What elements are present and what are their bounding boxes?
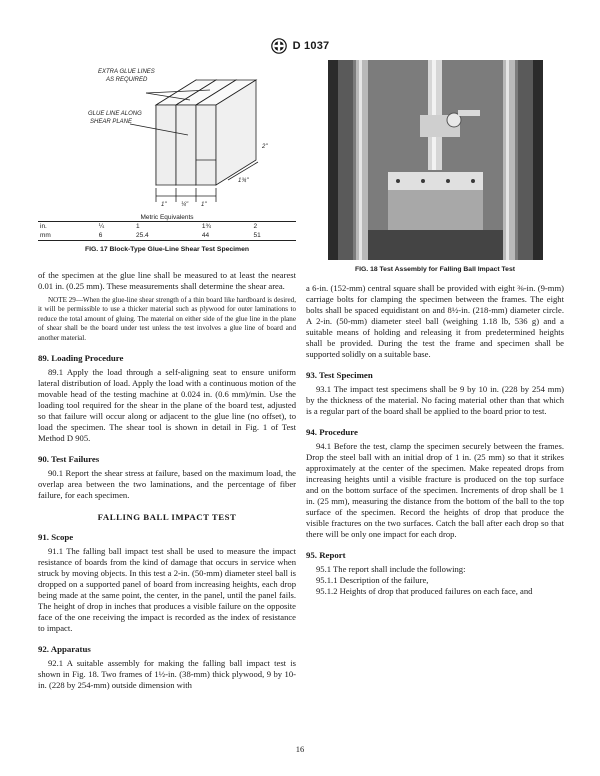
dimension-1in-label: 1" <box>161 202 167 208</box>
table-row <box>38 222 296 232</box>
figure-18-caption: FIG. 18 Test Assembly for Falling Ball Impact Test <box>354 266 516 273</box>
section-heading-92: 92. Apparatus <box>38 644 91 655</box>
glue-line-label: GLUE LINE ALONG <box>88 111 142 117</box>
section-heading-95: 95. Report <box>306 550 346 560</box>
paragraph-94-1: 94.1 Before the test, clamp the specimen securely between the frames. Drop the steel ball with an initial drop of 1 in. (25 mm) so that it strikes approximately at the center of the specimen. Make repeated drops from increasing heights until a visible fracture is produced on the top surface and on the bottom surface of the specimen. Increments of drop shall be 1 in. (25 mm), measuring the distance from the bottom of the ball to the top surface of the specimen. Record the heights of drop that produce the visible fractures on the two surfaces. Catch the ball after each drop so that there will be only one impact for each drop. <box>306 441 564 539</box>
figure-18-photo <box>328 60 543 260</box>
paragraph-93-1: 93.1 The impact test specimens shall be 9 by 10 in. (228 by 254 mm) by the thickness of the material. No facing material other than that which is a regular part of the board shall be applied to the board prior to test. <box>306 384 564 416</box>
section-heading-91: 91. Scope <box>38 532 74 543</box>
figure-17-drawing <box>38 60 296 270</box>
table-cell: 1¾ <box>200 222 252 232</box>
table-cell: 25.4 <box>134 231 200 241</box>
header <box>0 38 600 54</box>
paragraph-95-1: 95.1 The report shall include the following: <box>316 564 466 574</box>
paragraph-92-1: 92.1 A suitable assembly for making the falling ball impact test is shown in Fig. 18. Two frames of 1½-in. (38-mm) thick plywood, 9 by 10-in. (228 by 254-mm) outside dimension with <box>38 658 296 691</box>
document-designation: D 1037 <box>292 40 330 52</box>
dimension-1in-b-label: 1" <box>201 202 207 208</box>
dimension-quarter-in-label: ¼" <box>181 202 189 208</box>
paragraph-91-1: 91.1 The falling ball impact test shall be used to measure the impact resistance of boards from the kind of damage that occurs in service when struck by moving objects. In this test a 2-in. (50-mm) diameter steel ball is dropped on a supported panel of board from increasing heights, each drop being made at the same point, the center, in the panel, until the panel fails. The height of drop in inches that produces a visible failure on the opposite face of the one receiving the impact is recorded as the index of resistance to impact. <box>38 546 296 634</box>
paragraph-89-1: 89.1 Apply the load through a self-aligning seat to ensure uniform lateral distribution of load. Apply the load with a continuous motion of the movable head of the testing machine at 0.024 in. (0.6 mm)/min. Use the loading tool required for the shear in the plane of the board test, adjusted so that failure will occur along or adjacent to the glue line (no offset), to load the specimen. The shear tool is shown in detail in Fig. 1 of Test Method D 905. <box>38 367 296 444</box>
impact-test-assembly-photo <box>328 60 543 260</box>
table-cell: 44 <box>200 231 252 241</box>
table-cell: 51 <box>252 231 296 241</box>
as-required-label: AS REQUIRED <box>106 77 148 83</box>
section-heading-94: 94. Procedure <box>306 427 358 437</box>
table-row <box>38 231 296 241</box>
table-cell: 6 <box>97 231 134 241</box>
paragraph-95-1-1: 95.1.1 Description of the failure, <box>316 575 429 585</box>
page-number: 16 <box>295 744 305 754</box>
note-29: NOTE 29—When the glue-line shear strength of a thin board like hardboard is desired, it will be permissible to use a thicker material such as plywood for outer laminations to reduce the total amount of gluing. The material on either side of the glue line in the plane of shear shall be the board under test unless the test involves a glue line of board and another material. <box>38 296 296 342</box>
right-column <box>306 60 564 597</box>
dimension-2in-label: 2" <box>262 144 268 150</box>
astm-logo-icon <box>271 38 287 54</box>
left-column <box>38 60 296 691</box>
shear-plane-label: SHEAR PLANE <box>90 119 133 125</box>
paragraph-92-continued: a 6-in. (152-mm) central square shall be provided with eight ⅜-in. (9-mm) carriage bolts for clamping the specimen between the frames. The eight bolts shall be spaced equidistant on and 8½-in. (218-mm) diameter circle. A 2-in. (50-mm) diameter steel ball (weighing 1.18 lb, 536 g) and a suitable means of holding and releasing it from predetermined heights shall be provided. During the test the frame and specimen shall be supported solidly on a suitable base. <box>306 283 564 359</box>
metric-equivalents-table <box>38 221 296 241</box>
extra-glue-lines-label: EXTRA GLUE LINES <box>98 69 155 75</box>
figure-17-caption: FIG. 17 Block-Type Glue-Line Shear Test Specimen <box>84 246 250 253</box>
paragraph-shear-area: of the specimen at the glue line shall be measured to at least the nearest 0.01 in. (0.25 mm). These measurements shall determine the shear area. <box>38 270 296 291</box>
section-heading-90: 90. Test Failures <box>38 454 100 465</box>
section-heading-93: 93. Test Specimen <box>306 370 373 380</box>
main-heading-falling-ball: FALLING BALL IMPACT TEST <box>97 512 237 523</box>
table-cell: 2 <box>252 222 296 232</box>
table-cell: ¼ <box>97 222 134 232</box>
dimension-1-3-4-in-label: 1¾" <box>238 178 249 184</box>
section-heading-89: 89. Loading Procedure <box>38 353 124 364</box>
glue-line-specimen-diagram <box>38 60 296 210</box>
paragraph-95-1-2: 95.1.2 Heights of drop that produced failures on each face, and <box>316 586 533 596</box>
table-cell: mm <box>38 231 97 241</box>
table-cell: in. <box>38 222 97 232</box>
paragraph-90-1: 90.1 Report the shear stress at failure, based on the maximum load, the overlap area between the two laminations, and the percentage of fiber failure, for each specimen. <box>38 468 296 501</box>
metric-equivalents-title: Metric Equivalents <box>140 214 194 221</box>
table-cell: 1 <box>134 222 200 232</box>
